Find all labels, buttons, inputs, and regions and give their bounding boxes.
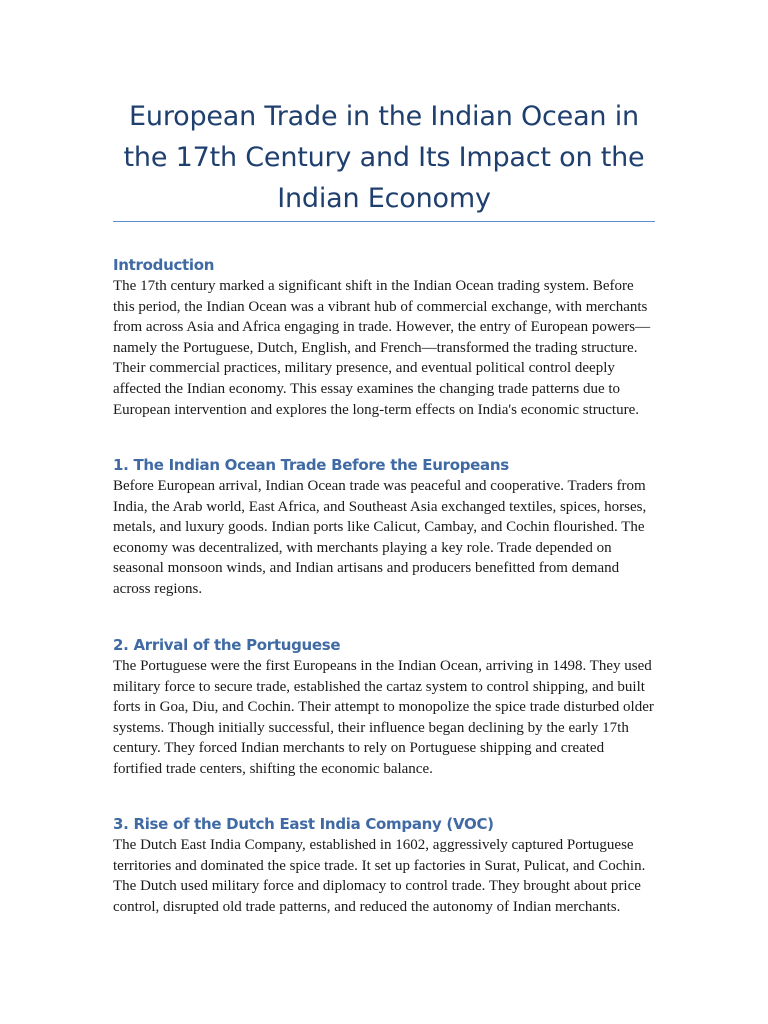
section-trade-before-europeans: [113, 454, 655, 600]
section-heading: Introduction: [113, 256, 215, 274]
section-heading: 1. The Indian Ocean Trade Before the Europeans: [113, 456, 509, 474]
section-rise-of-voc: [113, 813, 655, 917]
section-body: The 17th century marked a significant shift in the Indian Ocean trading system. Before this period, the Indian Ocean was a vibrant hub of commercial exchange, with merchants from across Asia and Africa engaging in trade. However, the entry of European powers—namely the Portuguese, Dutch, English, and French—transformed the trading structure. Their commercial practices, military presence, and eventual political control deeply affected the Indian economy. This essay examines the changing trade patterns due to European intervention and explores the long-term effects on India's economic structure.: [113, 278, 651, 418]
document-title: European Trade in the Indian Ocean in the 17th Century and Its Impact on the Indian Economy: [123, 101, 645, 214]
section-introduction: [113, 254, 655, 420]
section-arrival-of-portuguese: [113, 634, 655, 780]
section-body: The Portuguese were the first Europeans in the Indian Ocean, arriving in 1498. They used military force to secure trade, established the cartaz system to control shipping, and built forts in Goa, Diu, and Cochin. Their attempt to monopolize the spice trade disturbed older systems. Though initially successful, their influence began declining by the early 17th century. They forced Indian merchants to rely on Portuguese shipping and created fortified trade centers, shifting the economic balance.: [113, 658, 654, 777]
title-divider: [113, 221, 655, 222]
section-body: The Dutch East India Company, established in 1602, aggressively captured Portuguese territories and dominated the spice trade. It set up factories in Surat, Pulicat, and Cochin. The Dutch used military force and diplomacy to control trade. They brought about price control, disrupted old trade patterns, and reduced the autonomy of Indian merchants.: [113, 837, 646, 915]
section-heading: 2. Arrival of the Portuguese: [113, 636, 341, 654]
section-heading: 3. Rise of the Dutch East India Company (VOC): [113, 815, 494, 833]
section-body: Before European arrival, Indian Ocean trade was peaceful and cooperative. Traders from India, the Arab world, East Africa, and Southeast Asia exchanged textiles, spices, horses, metals, and luxury goods. Indian ports like Calicut, Cambay, and Cochin flourished. The economy was decentralized, with merchants playing a key role. Trade depended on seasonal monsoon winds, and Indian artisans and producers benefitted from demand across regions.: [113, 478, 647, 597]
